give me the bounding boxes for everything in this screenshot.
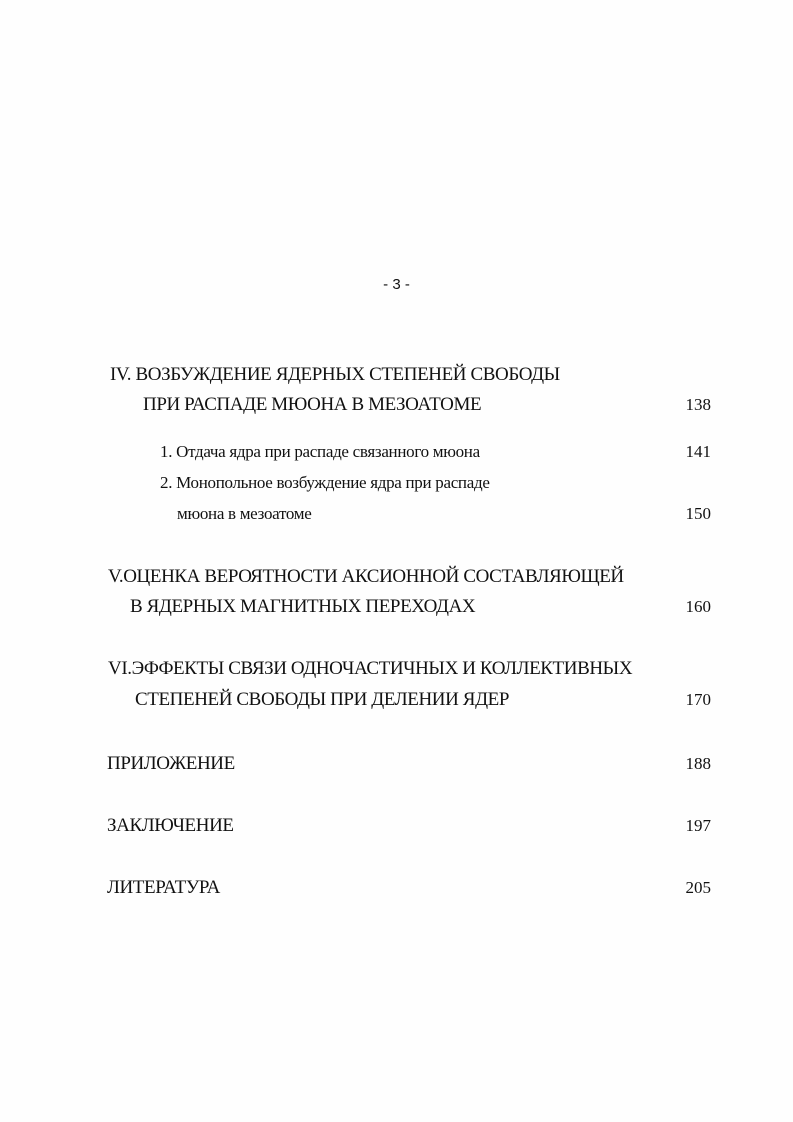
- toc-page-number: 197: [685, 816, 711, 835]
- toc-chapter-4-line-2: ПРИ РАСПАДЕ МЮОНА В МЕЗОАТОМЕ: [143, 394, 482, 415]
- toc-section-2-line-1: 2. Монопольное возбуждение ядра при распаде: [160, 473, 490, 492]
- toc-page-number: 150: [685, 504, 711, 523]
- page-number: - 3 -: [383, 276, 410, 293]
- toc-page-number: 141: [685, 442, 711, 461]
- toc-page-number: 138: [685, 395, 711, 414]
- toc-page-number: 205: [685, 878, 711, 897]
- toc-page-number: 188: [685, 754, 711, 773]
- toc-chapter-5-line-1: V.ОЦЕНКА ВЕРОЯТНОСТИ АКСИОННОЙ СОСТАВЛЯЮЩЕЙ: [108, 566, 624, 587]
- toc-chapter-4-line-1: IV. ВОЗБУЖДЕНИЕ ЯДЕРНЫХ СТЕПЕНЕЙ СВОБОДЫ: [110, 364, 560, 385]
- toc-chapter-6-line-2: СТЕПЕНЕЙ СВОБОДЫ ПРИ ДЕЛЕНИИ ЯДЕР: [135, 689, 509, 710]
- toc-page-number: 160: [685, 597, 711, 616]
- toc-section-1: 1. Отдача ядра при распаде связанного мюона: [160, 442, 480, 461]
- toc-chapter-6-line-1: VI.ЭФФЕКТЫ СВЯЗИ ОДНОЧАСТИЧНЫХ И КОЛЛЕКТИВНЫХ: [108, 658, 633, 679]
- toc-page-number: 170: [685, 690, 711, 709]
- toc-chapter-5-line-2: В ЯДЕРНЫХ МАГНИТНЫХ ПЕРЕХОДАХ: [130, 596, 476, 617]
- toc-section-2-line-2: мюона в мезоатоме: [177, 504, 312, 523]
- toc-appendix: ПРИЛОЖЕНИЕ: [107, 753, 235, 774]
- toc-references: ЛИТЕРАТУРА: [107, 877, 220, 898]
- toc-conclusion: ЗАКЛЮЧЕНИЕ: [107, 815, 234, 836]
